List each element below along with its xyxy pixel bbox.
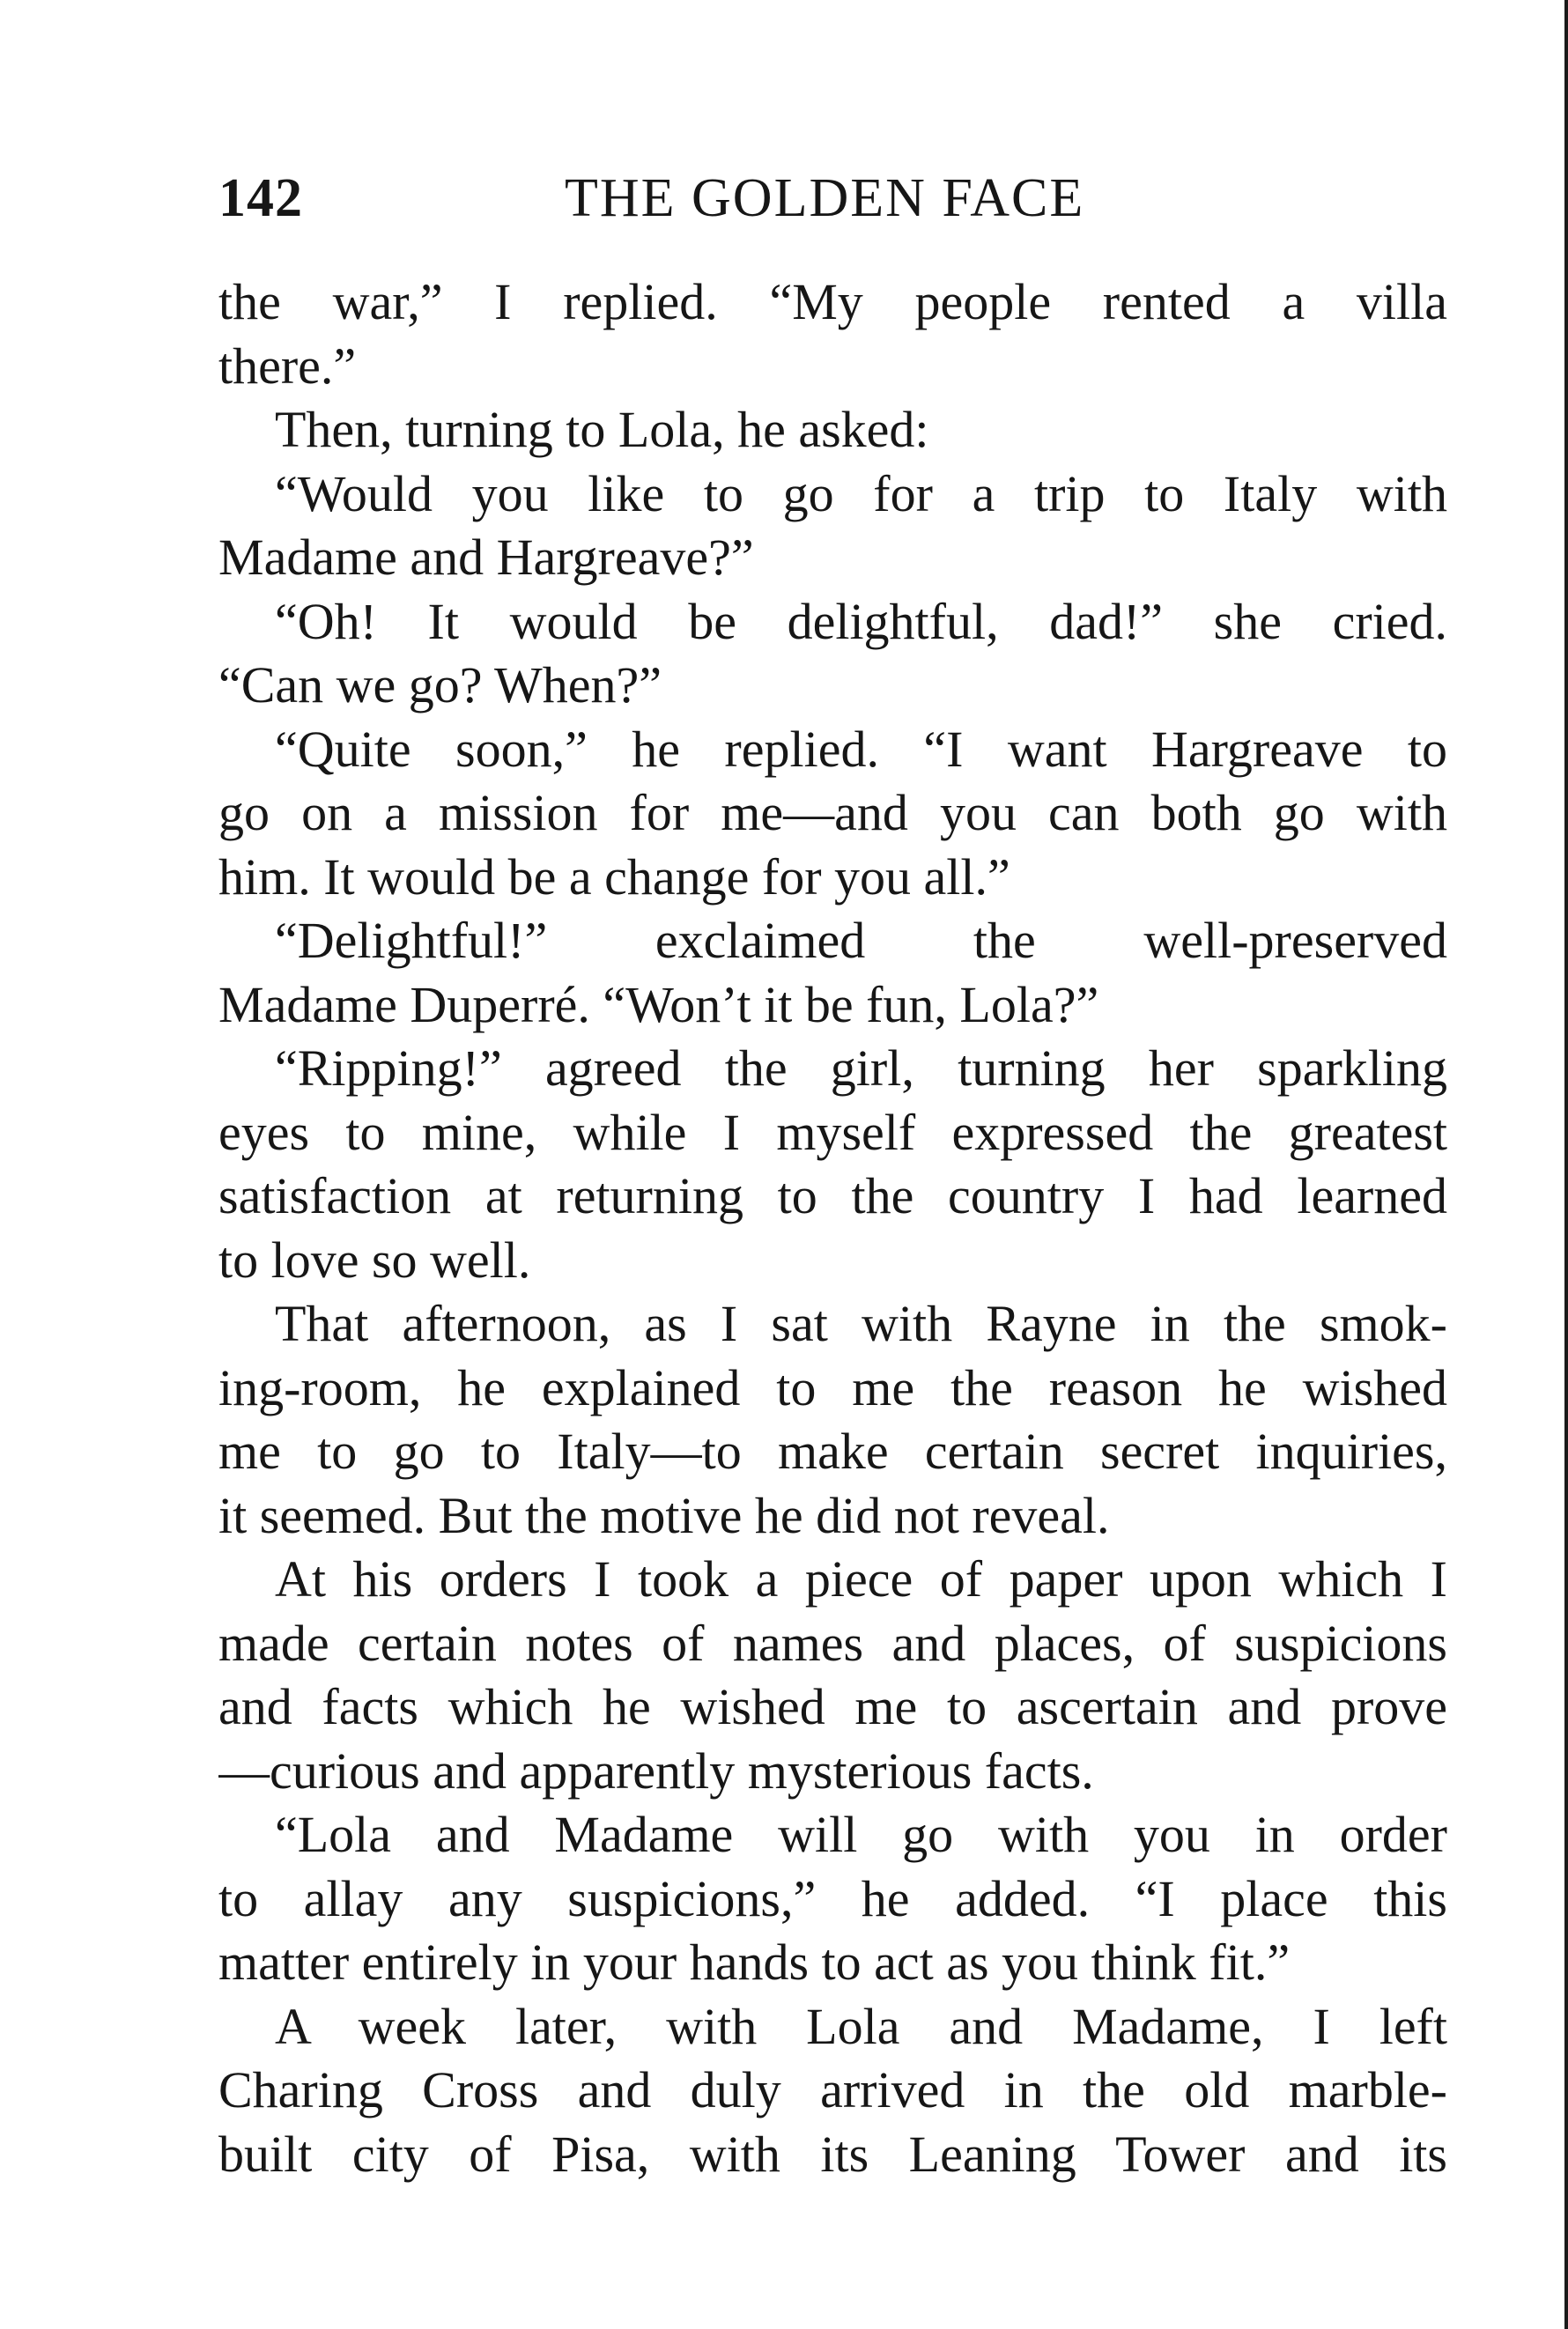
text-line: to love so well.: [218, 1231, 531, 1289]
text-line: ing-room, he explained to me the reason he wished: [218, 1358, 1447, 1416]
text-line: “Ripping!” agreed the girl, turning her sparkling: [275, 1039, 1447, 1097]
text-line: the war,” I replied. “My people rented a villa: [218, 273, 1447, 330]
text-line: go on a mission for me—and you can both go with: [218, 784, 1447, 841]
text-line: “Can we go? When?”: [218, 656, 662, 713]
text-line: satisfaction at returning to the country I had learned: [218, 1167, 1447, 1224]
text-line: matter entirely in your hands to act as you think fit.”: [218, 1933, 1291, 1991]
text-line: Madame Duperré. “Won’t it be fun, Lola?”: [218, 975, 1099, 1033]
text-line: Madame and Hargreave?”: [218, 529, 754, 586]
text-line: me to go to Italy—to make certain secret inquiries,: [218, 1423, 1447, 1480]
text-line: Then, turning to Lola, he asked:: [275, 401, 929, 458]
text-line: built city of Pisa, with its Leaning Tower and its: [218, 2125, 1447, 2183]
text-line: “Oh! It would be delightful, dad!” she cried.: [275, 592, 1447, 650]
text-line: —curious and apparently mysterious facts.: [218, 1741, 1094, 1800]
page-edge-rule: [1564, 0, 1568, 2329]
text-line: “Lola and Madame will go with you in order: [275, 1806, 1447, 1863]
text-line: A week later, with Lola and Madame, I left: [275, 1997, 1447, 2055]
text-line: “Quite soon,” he replied. “I want Hargreave to: [275, 720, 1447, 778]
text-line: it seemed. But the motive he did not reveal.: [218, 1486, 1110, 1544]
text-line: Charing Cross and duly arrived in the old marble-: [218, 2061, 1447, 2118]
running-title: THE GOLDEN FACE: [565, 168, 1085, 228]
text-line: there.”: [218, 336, 357, 395]
body-text: [218, 270, 1447, 2186]
text-line: At his orders I took a piece of paper upon which I: [275, 1550, 1447, 1608]
text-line: That afternoon, as I sat with Rayne in the smok-: [275, 1295, 1447, 1352]
text-line: eyes to mine, while I myself expressed the greatest: [218, 1103, 1447, 1161]
text-line: and facts which he wished me to ascertain and prove: [218, 1678, 1447, 1735]
text-line: “Would you like to go for a trip to Italy with: [275, 464, 1447, 522]
text-line: to allay any suspicions,” he added. “I place this: [218, 1869, 1447, 1927]
page-header: [218, 167, 1447, 247]
text-line: made certain notes of names and places, of suspicions: [218, 1614, 1447, 1672]
page-number: 142: [218, 168, 303, 228]
text-line: him. It would be a change for you all.”: [218, 847, 1010, 906]
text-line: “Delightful!” exclaimed the well-preserved: [275, 912, 1447, 969]
